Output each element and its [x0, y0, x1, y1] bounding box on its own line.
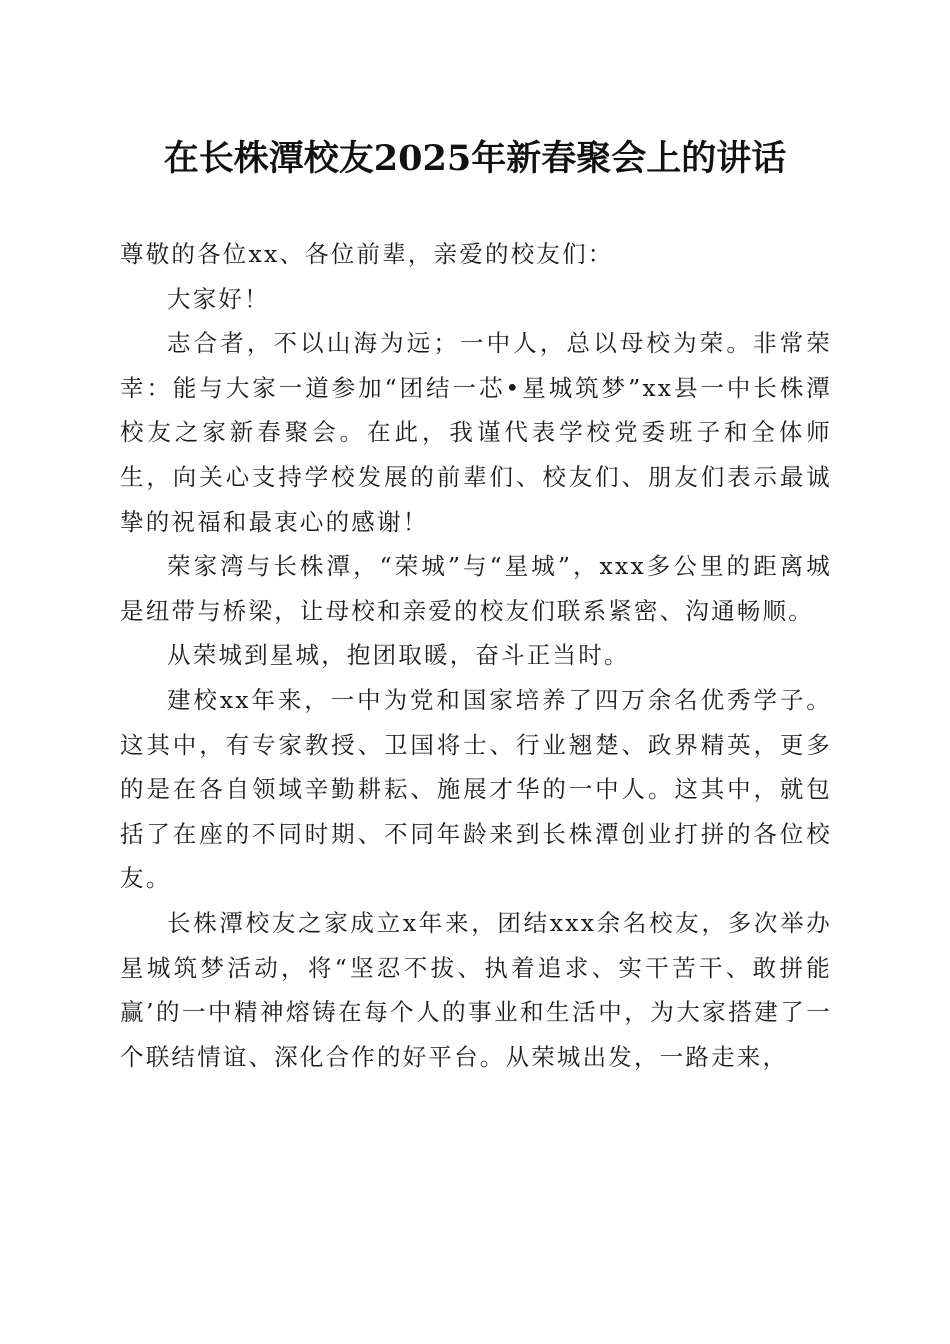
salutation: 尊敬的各位xx、各位前辈，亲爱的校友们：: [120, 240, 614, 268]
paragraph-alumni-home: 长株潭校友之家成立x年来，团结xxx余名校友，多次举办星城筑梦活动，将“坚忍不拔、执着追求、实干苦干、敢拼能赢’的一中精神熔铸在每个人的事业和生活中，为大家搭建了一个联结情谊、深化合作的好平台。从荣城出发，一路走来，: [120, 908, 832, 1071]
paragraph-distance: 荣家湾与长株潭，“荣城”与“星城”，xxx多公里的距离城是纽带与桥梁，让母校和亲爱的校友们联系紧密、沟通畅顺。: [120, 552, 832, 625]
paragraph-history: 建校xx年来，一中为党和国家培养了四万余名优秀学子。这其中，有专家教授、卫国将士、行业翘楚、政界精英，更多的是在各自领域辛勤耕耘、施展才华的一中人。这其中，就包括了在座的不同时期、不同年龄来到长株潭创业打拼的各位校友。: [120, 685, 832, 893]
document-title: 在长株潭校友2025年新春聚会上的讲话: [163, 138, 787, 179]
paragraph-struggle: 从荣城到星城，抱团取暖，奋斗正当时。: [167, 641, 630, 670]
paragraph-intro: 志合者，不以山海为远；一中人，总以母校为荣。非常荣幸：能与大家一道参加“团结一芯•星城筑梦”xx县一中长株潭校友之家新春聚会。在此，我谨代表学校党委班子和全体师生，向关心支持学校发展的前辈们、校友们、朋友们表示最诚挚的祝福和最衷心的感谢！: [120, 329, 832, 536]
paragraph-greeting: 大家好！: [167, 284, 270, 313]
document-body: [120, 232, 832, 1079]
